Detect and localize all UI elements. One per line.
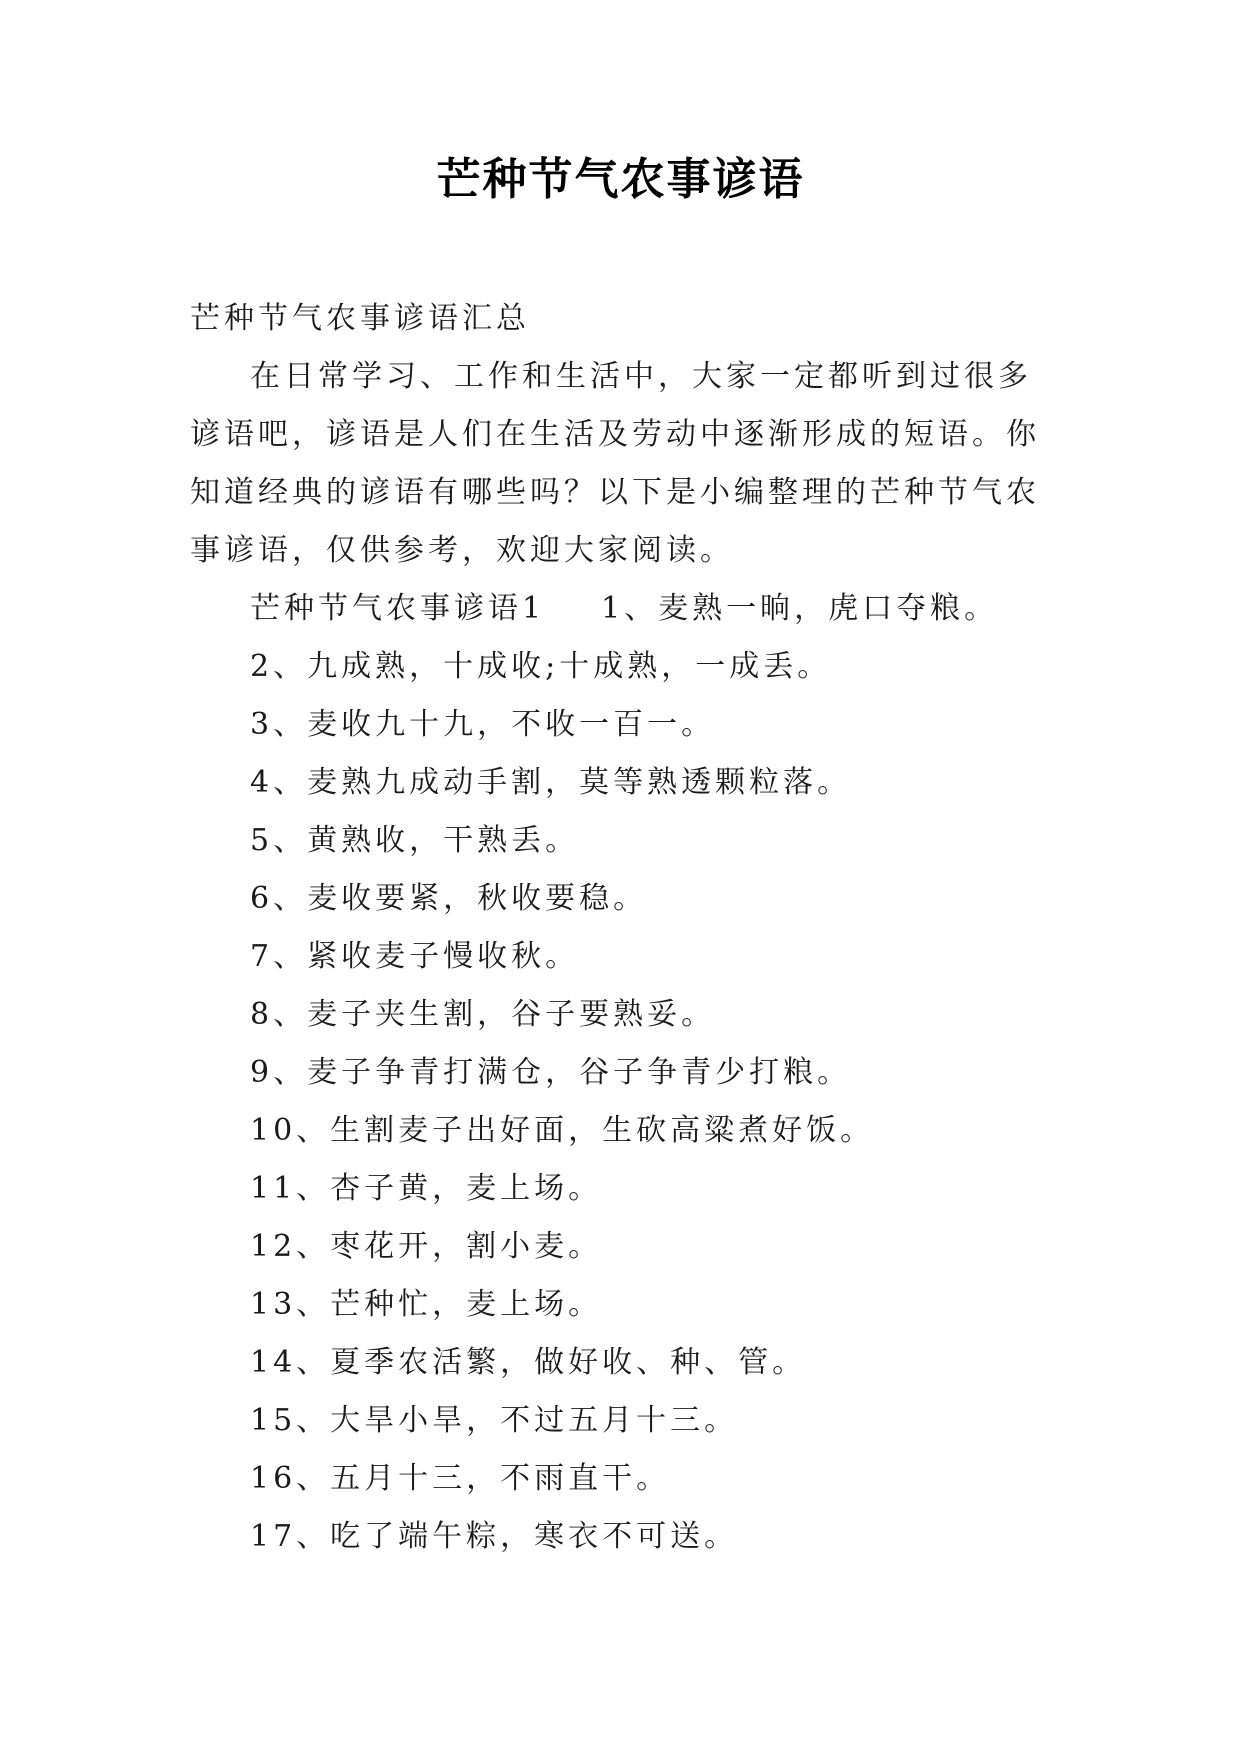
intro-paragraph: 在日常学习、工作和生活中，大家一定都听到过很多谚语吧，谚语是人们在生活及劳动中逐渐形成的短语。你知道经典的谚语有哪些吗？以下是小编整理的芒种节气农事谚语，仅供参考，欢迎大家阅读。 <box>190 359 1040 568</box>
proverb-item-5: 5、黄熟收，干熟丢。 <box>250 823 580 858</box>
proverb-item-2: 2、九成熟，十成收;十成熟，一成丢。 <box>250 649 832 684</box>
proverb-item-14: 14、夏季农活繁，做好收、种、管。 <box>250 1345 807 1380</box>
proverb-item-4: 4、麦熟九成动手割，莫等熟透颗粒落。 <box>250 765 852 800</box>
document-title: 芒种节气农事谚语 <box>436 154 805 205</box>
proverb-item-11: 11、杏子黄，麦上场。 <box>250 1171 603 1206</box>
proverb-item-6: 6、麦收要紧，秋收要稳。 <box>250 881 648 916</box>
proverb-item-15: 15、大旱小旱，不过五月十三。 <box>250 1403 739 1438</box>
proverb-item-16: 16、五月十三，不雨直干。 <box>250 1461 671 1496</box>
section-heading: 芒种节气农事谚语1 <box>250 591 546 626</box>
proverb-item-3: 3、麦收九十九，不收一百一。 <box>250 707 716 742</box>
proverb-item-7: 7、紧收麦子慢收秋。 <box>250 939 580 974</box>
proverb-item-8: 8、麦子夹生割，谷子要熟妥。 <box>250 997 716 1032</box>
proverb-item-10: 10、生割麦子出好面，生砍高粱煮好饭。 <box>250 1113 875 1148</box>
document-body <box>190 290 1050 1566</box>
proverb-item-1: 1、麦熟一晌，虎口夺粮。 <box>601 591 999 626</box>
proverb-item-12: 12、枣花开，割小麦。 <box>250 1229 603 1264</box>
proverb-item-17: 17、吃了端午粽，寒衣不可送。 <box>250 1519 739 1554</box>
proverb-item-9: 9、麦子争青打满仓，谷子争青少打粮。 <box>250 1055 852 1090</box>
proverb-item-13: 13、芒种忙，麦上场。 <box>250 1287 603 1322</box>
section-line <box>190 580 1050 638</box>
document-subtitle: 芒种节气农事谚语汇总 <box>190 301 530 336</box>
